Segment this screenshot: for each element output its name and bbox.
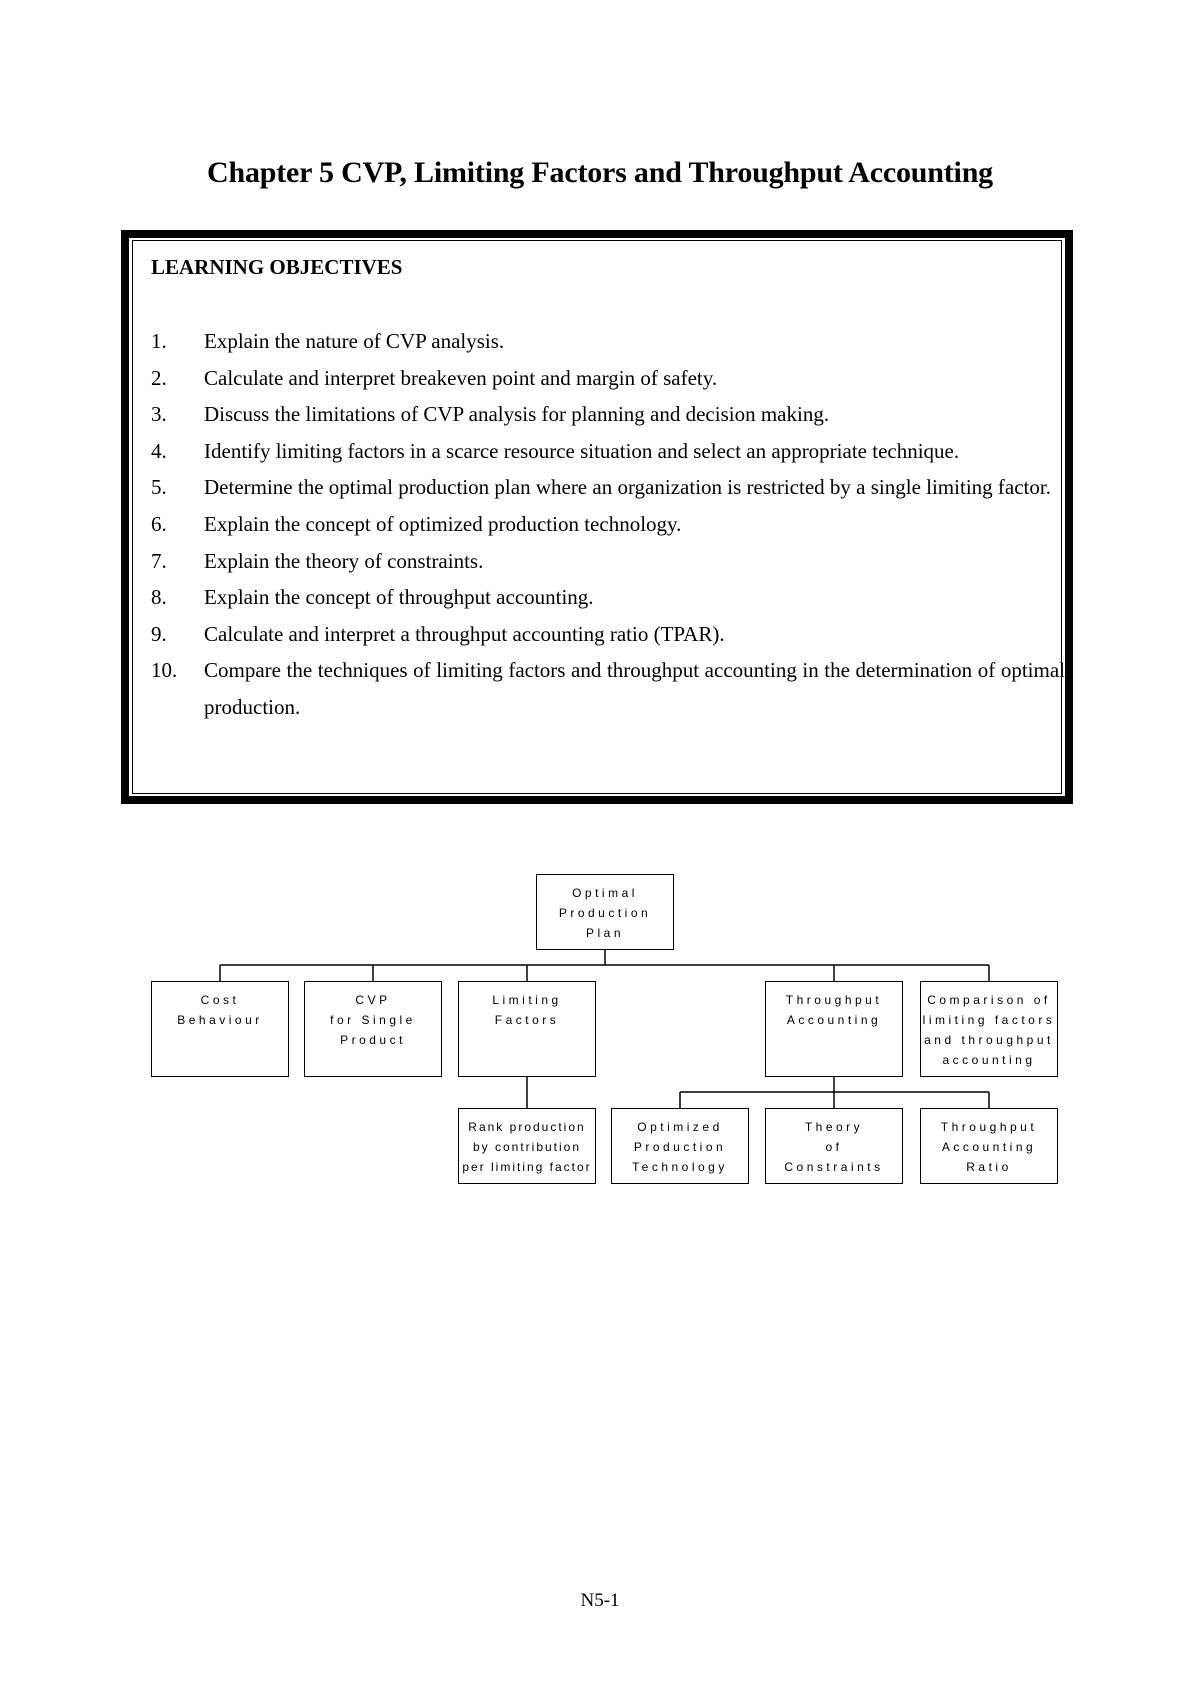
page-number: N5-1 (580, 1590, 620, 1611)
objective-number: 5. (151, 475, 167, 500)
objective-number: 6. (151, 511, 167, 536)
objective-text: Calculate and interpret breakeven point and margin of safety. (204, 365, 718, 390)
node-rank-production: Rank production by contribution per limiting factor (458, 1108, 596, 1184)
objective-text: Explain the concept of throughput accounting. (204, 585, 594, 610)
learning-objectives-heading: LEARNING OBJECTIVES (151, 255, 403, 279)
objective-text: Explain the theory of constraints. (204, 548, 484, 573)
node-throughput-accounting-ratio: Throughput Accounting Ratio (920, 1108, 1058, 1184)
node-cost-behaviour: Cost Behaviour (151, 981, 289, 1077)
objective-text: Explain the concept of optimized production technology. (204, 511, 682, 536)
node-limiting-factors: Limiting Factors (458, 981, 596, 1077)
node-throughput-accounting: Throughput Accounting (765, 981, 903, 1077)
objective-text: Identify limiting factors in a scarce resource situation and select an appropriate technique. (204, 438, 960, 463)
objective-number: 10. (151, 658, 178, 683)
objective-number: 8. (151, 585, 167, 610)
objective-text: Calculate and interpret a throughput accounting ratio (TPAR). (204, 621, 725, 646)
objective-number: 4. (151, 438, 167, 463)
objective-number: 1. (151, 329, 167, 353)
objective-number: 9. (151, 621, 167, 646)
objective-text: Explain the nature of CVP analysis. (204, 329, 505, 353)
node-theory-of-constraints: Theory of Constraints (765, 1108, 903, 1184)
objective-number: 2. (151, 365, 167, 390)
node-optimal-production-plan: Optimal Production Plan (536, 874, 674, 950)
objective-number: 7. (151, 548, 167, 573)
node-cvp-single-product: CVP for Single Product (304, 981, 442, 1077)
chapter-title: Chapter 5 CVP, Limiting Factors and Throughput Accounting (207, 156, 993, 189)
objective-text: Determine the optimal production plan where an organization is restricted by a single limiting factor. (204, 475, 1051, 500)
objective-text: Discuss the limitations of CVP analysis for planning and decision making. (204, 402, 830, 427)
node-comparison: Comparison of limiting factors and throughput accounting (920, 981, 1058, 1077)
objective-number: 3. (151, 402, 167, 427)
node-optimized-production-technology: Optimized Production Technology (611, 1108, 749, 1184)
objective-text: Compare the techniques of limiting factors and throughput accounting in the determination of optimal production. (204, 658, 1065, 719)
